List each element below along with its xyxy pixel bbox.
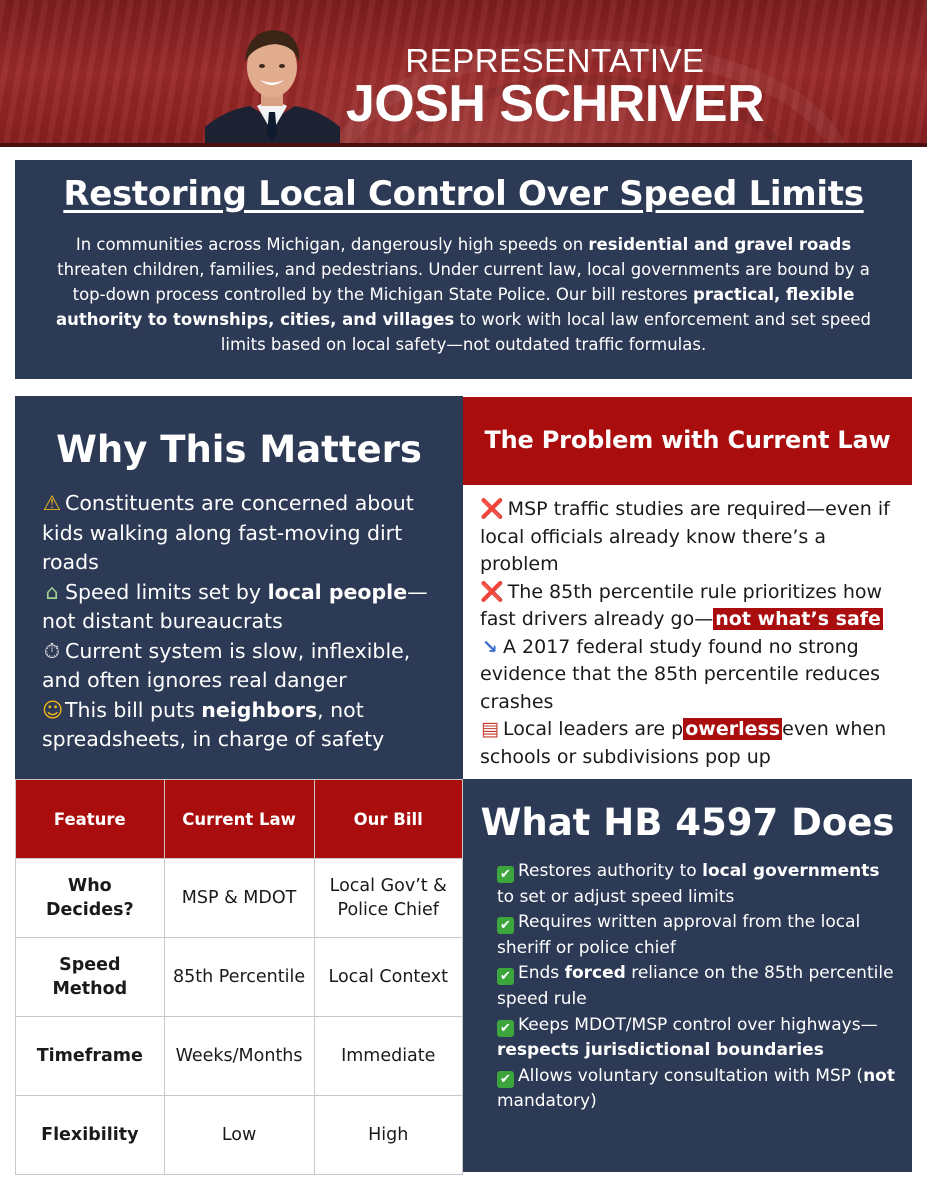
- list-item-emphasis: local people: [267, 579, 408, 604]
- representative-name: JOSH SCHRIVER: [345, 75, 765, 133]
- list-item: [42, 637, 452, 696]
- table-cell: Immediate: [314, 1017, 463, 1096]
- chart-down-icon: ↘: [482, 635, 498, 658]
- row-label: Speed Method: [16, 938, 165, 1017]
- table-row: [16, 1096, 463, 1175]
- warning-sign-icon: ⚠: [42, 491, 62, 515]
- table-row: [16, 1017, 463, 1096]
- list-item-text: reliance on the 85th percentile speed rule: [497, 963, 894, 1009]
- list-item: [480, 579, 900, 634]
- list-item-text: —not distant bureaucrats: [42, 579, 428, 633]
- intro-paragraph: [45, 232, 882, 357]
- why-title: Why This Matters: [56, 428, 422, 471]
- brick-icon: ▤: [481, 718, 499, 740]
- list-item-text: Keeps MDOT/MSP control over highways—: [518, 1014, 878, 1035]
- list-item-text: Allows voluntary consultation with MSP (: [518, 1065, 864, 1086]
- banner-divider: [0, 143, 927, 147]
- list-item: [497, 859, 897, 910]
- stopwatch-icon: ⏱: [44, 638, 60, 663]
- list-item-text: to set or adjust speed limits: [497, 886, 735, 907]
- check-icon: ✔: [497, 1071, 514, 1088]
- representative-portrait: [205, 22, 340, 145]
- problem-title: The Problem with Current Law: [484, 426, 891, 454]
- list-item-emphasis: respects jurisdictional boundaries: [497, 1040, 824, 1061]
- table-row: [16, 938, 463, 1017]
- list-item-text: mandatory): [497, 1091, 597, 1112]
- intro-text: to work with local law enforcement and set speed limits based on local safety—not outdated traffic formulas.: [220, 310, 871, 354]
- intro-emphasis: residential and gravel roads: [588, 235, 852, 254]
- list-item-text: MSP traffic studies are required—even if local officials already know there’s a problem: [480, 498, 890, 575]
- representative-label: REPRESENTATIVE: [405, 42, 705, 79]
- list-item: [497, 1013, 897, 1064]
- list-item-text: Ends: [518, 963, 565, 984]
- check-icon: ✔: [497, 917, 514, 934]
- table-header-row: [16, 780, 463, 859]
- why-list: [42, 489, 452, 755]
- why-panel: [15, 396, 463, 779]
- table-row: [16, 859, 463, 938]
- table-cell: Low: [164, 1096, 314, 1175]
- list-item: [497, 961, 897, 1012]
- list-item-text: Requires written approval from the local sheriff or police chief: [497, 912, 861, 958]
- row-label: Timeframe: [16, 1017, 165, 1096]
- cross-icon: ❌: [480, 580, 504, 603]
- list-item-text: even when schools or subdivisions pop up: [480, 718, 887, 768]
- list-item-text: Speed limits set by: [65, 579, 268, 604]
- header-banner: [0, 0, 927, 145]
- table-cell: Weeks/Months: [164, 1017, 314, 1096]
- check-icon: ✔: [497, 866, 514, 883]
- list-item-text: A 2017 federal study found no strong evidence that the 85th percentile reduces crashes: [480, 635, 881, 713]
- table-cell: Local Context: [314, 938, 463, 1017]
- list-item-text: This bill puts: [65, 697, 202, 722]
- list-item: [42, 489, 452, 578]
- column-header: Feature: [16, 780, 165, 859]
- row-label: Who Decides?: [16, 859, 165, 938]
- column-header: Current Law: [164, 780, 314, 859]
- check-icon: ✔: [497, 968, 514, 985]
- list-item: [497, 1064, 897, 1115]
- list-item: [42, 696, 452, 755]
- house-icon: ⌂: [45, 579, 59, 604]
- row-label: Flexibility: [16, 1096, 165, 1175]
- people-icon: ☺: [42, 697, 64, 722]
- list-item-text: Restores authority to: [518, 861, 703, 881]
- intro-panel: [15, 160, 912, 379]
- list-item-text: Constituents are concerned about kids walking along fast-moving dirt roads: [42, 491, 414, 574]
- highlighted-text: owerless: [685, 718, 781, 740]
- table-cell: MSP & MDOT: [164, 859, 314, 938]
- comparison-table: [15, 779, 463, 1175]
- column-header: Our Bill: [314, 780, 463, 859]
- list-item-emphasis: forced: [564, 963, 626, 984]
- list-item-emphasis: not: [863, 1065, 895, 1086]
- intro-emphasis: practical, flexible authority to townships, cities, and villages: [56, 285, 855, 329]
- list-item: [480, 634, 900, 717]
- list-item: [480, 716, 900, 771]
- what-panel: [463, 779, 912, 1172]
- list-item: [42, 578, 452, 637]
- table-cell: High: [314, 1096, 463, 1175]
- list-item-emphasis: local governments: [702, 861, 880, 881]
- intro-text: threaten children, families, and pedestrians. Under current law, local governments are bound by a top-down process controlled by the Michigan State Police. Our bill restores: [57, 260, 870, 304]
- table-cell: Local Gov’t & Police Chief: [314, 859, 463, 938]
- problem-header: [463, 397, 912, 485]
- what-list: [497, 859, 897, 1115]
- cross-icon: ❌: [480, 498, 504, 520]
- list-item-text: The 85th percentile rule prioritizes how fast drivers already go—: [480, 580, 883, 630]
- list-item-emphasis: neighbors: [201, 697, 318, 722]
- list-item: [480, 496, 900, 579]
- list-item-text: Local leaders are p: [503, 718, 684, 740]
- list-item-text: , not spreadsheets, in charge of safety: [42, 697, 385, 751]
- what-title: What HB 4597 Does: [480, 801, 895, 844]
- page-title: Restoring Local Control Over Speed Limits: [63, 174, 864, 214]
- check-icon: ✔: [497, 1020, 514, 1037]
- intro-text: In communities across Michigan, dangerously high speeds on: [75, 235, 589, 254]
- list-item-text: Current system is slow, inflexible, and often ignores real danger: [42, 638, 411, 692]
- list-item: [497, 910, 897, 961]
- highlighted-text: not what’s safe: [715, 608, 881, 630]
- table-cell: 85th Percentile: [164, 938, 314, 1017]
- problem-list: [480, 496, 900, 771]
